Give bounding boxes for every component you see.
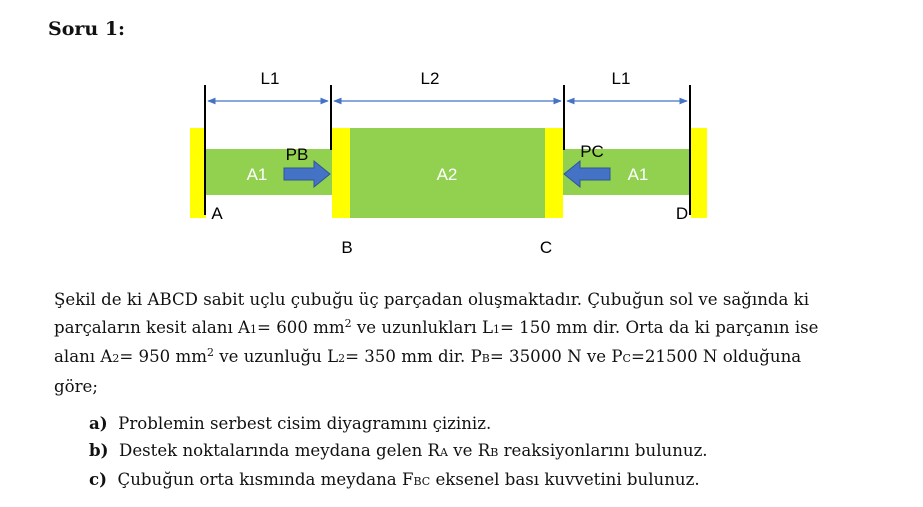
support-right	[691, 128, 707, 218]
dim-label-l1-left: L1	[260, 69, 280, 88]
description-line-1: Şekil de ki ABCD sabit uçlu çubuğu üç parçadan oluşmaktadır. Çubuğun sol ve sağında ki	[54, 290, 810, 309]
point-label-c: C	[539, 238, 553, 257]
question-list	[89, 410, 708, 495]
question-item-a: a) Problemin serbest cisim diyagramını çiziniz.	[89, 413, 492, 433]
section-label-a2: A2	[436, 165, 458, 184]
description-line-4: göre;	[54, 376, 98, 396]
step-b	[332, 128, 350, 218]
problem-description	[54, 286, 904, 400]
dim-label-l2: L2	[420, 69, 440, 88]
question-item-b: b) Destek noktalarında meydana gelen RA ve RB reaksiyonlarını bulunuz.	[89, 440, 708, 460]
question-item-c: c) Çubuğun orta kısmında meydana FBC eksenel bası kuvvetini bulunuz.	[89, 469, 700, 489]
description-line-2: parçaların kesit alanı A1= 600 $mm^2$ ve uzunlukları L1= 150 mm dir. Orta da ki parçanın ise	[54, 316, 819, 337]
step-c	[545, 128, 563, 218]
section-label-a1-left: A1	[246, 165, 268, 184]
point-label-b: B	[341, 238, 353, 257]
question-heading: Soru 1:	[48, 18, 126, 40]
force-label-pb: PB	[285, 145, 309, 164]
support-left	[190, 128, 206, 218]
point-label-d: D	[675, 204, 689, 223]
description-line-3: alanı A2= 950 $mm^2$ ve uzunluğu L2= 350 mm dir. PB= 35000 N ve PC=21500 N olduğuna	[54, 346, 802, 366]
section-label-a1-right: A1	[627, 165, 649, 184]
force-label-pc: PC	[580, 142, 604, 161]
point-label-a: A	[211, 204, 223, 223]
dim-label-l1-right: L1	[611, 69, 631, 88]
